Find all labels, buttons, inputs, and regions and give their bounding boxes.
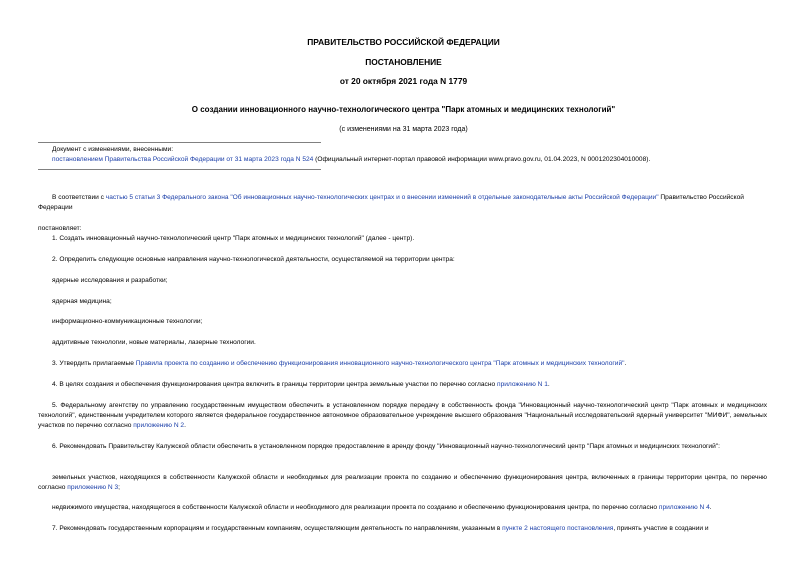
direction-2: ядерная медицина; bbox=[52, 298, 112, 305]
resolves-text: постановляет: bbox=[38, 225, 82, 232]
intro-text-end: Правительство Российской Федерации bbox=[38, 194, 744, 211]
direction-3: информационно-коммуникационные технологии; bbox=[52, 318, 203, 325]
item-3-text: 3. Утвердить прилагаемые bbox=[52, 360, 136, 367]
date-number: от 20 октября 2021 года N 1779 bbox=[339, 76, 468, 86]
item-2-reference-link[interactable]: пункте 2 настоящего постановления bbox=[502, 525, 614, 532]
item-6-land bbox=[38, 473, 767, 493]
rules-link[interactable]: Правила проекта по созданию и обеспечению функционирования инновационного научно-технологического центра "Парк атомных и медицинских технологий" bbox=[135, 360, 625, 367]
notice-source: (Официальный интернет-портал правовой информации www.pravo.gov.ru, 01.04.2023, N 0001202304010008). bbox=[313, 156, 651, 163]
revision-note: (с изменениями на 31 марта 2023 года) bbox=[339, 126, 468, 133]
amendments-notice bbox=[52, 145, 650, 165]
item-5-text: 5. Федеральному агентству по управлению государственным имуществом обеспечить в установленном порядке передачу в собственность фонда "Инновационный научно-технологический центр "Парк атомных и медицинских технологий", единственным учредителем которого является федеральное государственное автономное образовательное учреждение высшего образования "Национальный исследовательский ядерный университет "МИФИ", земельных участков по перечню согласно bbox=[38, 402, 767, 429]
item-3-end: . bbox=[624, 360, 627, 367]
item-7-end: , принять участие в создании и bbox=[613, 525, 709, 532]
intro-paragraph bbox=[38, 193, 767, 213]
item-7 bbox=[52, 524, 767, 534]
item-4 bbox=[52, 380, 767, 390]
item-2: 2. Определить следующие основные направления научно-технологической деятельности, осуществляемой на территории центра: bbox=[52, 256, 455, 263]
item-6: 6. Рекомендовать Правительству Калужской области обеспечить в установленном порядке предоставление в аренду фонду "Инновационный научно-технологический центр "Парк атомных и медицинских технологий": bbox=[52, 443, 720, 450]
intro-text: В соответствии с bbox=[52, 194, 106, 201]
item-6-land-end: ; bbox=[118, 484, 120, 491]
direction-1: ядерные исследования и разработки; bbox=[52, 277, 168, 284]
item-3 bbox=[52, 359, 767, 369]
notice-bottom-rule bbox=[38, 169, 321, 170]
notice-label: Документ с изменениями, внесенными: bbox=[52, 146, 174, 153]
appendix-2-link[interactable]: приложению N 2 bbox=[133, 422, 185, 429]
item-1: 1. Создать инновационный научно-технологический центр "Парк атомных и медицинских технологий" (далее - центр). bbox=[52, 235, 415, 242]
item-7-text: 7. Рекомендовать государственным корпорациям и государственным компаниям, осуществляющим деятельность по направлениям, указанным в bbox=[52, 525, 503, 532]
item-6-property bbox=[52, 503, 767, 513]
document-title: О создании инновационного научно-технологического центра "Парк атомных и медицинских технологий" bbox=[191, 105, 616, 114]
direction-4: аддитивные технологии, новые материалы, лазерные технологии. bbox=[52, 339, 256, 346]
federal-law-link[interactable]: частью 5 статьи 3 Федерального закона "Об инновационных научно-технологических центрах и о внесении изменений в отдельные законодательные акты Российской Федерации" bbox=[105, 194, 659, 201]
government-heading: ПРАВИТЕЛЬСТВО РОССИЙСКОЙ ФЕДЕРАЦИИ bbox=[307, 37, 500, 47]
item-4-end: . bbox=[547, 381, 550, 388]
item-5-end: . bbox=[184, 422, 186, 429]
appendix-1-link[interactable]: приложению N 1 bbox=[497, 381, 548, 388]
appendix-4-link[interactable]: приложению N 4 bbox=[658, 504, 710, 511]
item-6-property-text: недвижимого имущества, находящегося в собственности Калужской области и необходимого для реализации проекта по созданию и обеспечению функционирования центра, по перечню согласно bbox=[52, 504, 659, 511]
item-6-land-text: земельных участков, находящихся в собственности Калужской области и необходимых для реализации проекта по созданию и обеспечению функционирования центра, включенных в границы территории центра, по перечню согласно bbox=[38, 474, 767, 491]
appendix-3-link[interactable]: приложению N 3 bbox=[67, 484, 119, 491]
amendment-link[interactable]: постановлением Правительства Российской Федерации от 31 марта 2023 года N 524 bbox=[52, 156, 314, 163]
item-5 bbox=[38, 401, 767, 431]
doc-type-heading: ПОСТАНОВЛЕНИЕ bbox=[365, 57, 442, 67]
notice-top-rule bbox=[38, 142, 321, 143]
item-4-text: 4. В целях создания и обеспечения функционирования центра включить в границы территории центра земельные участки по перечню согласно bbox=[52, 381, 497, 388]
item-6-property-end: . bbox=[709, 504, 712, 511]
